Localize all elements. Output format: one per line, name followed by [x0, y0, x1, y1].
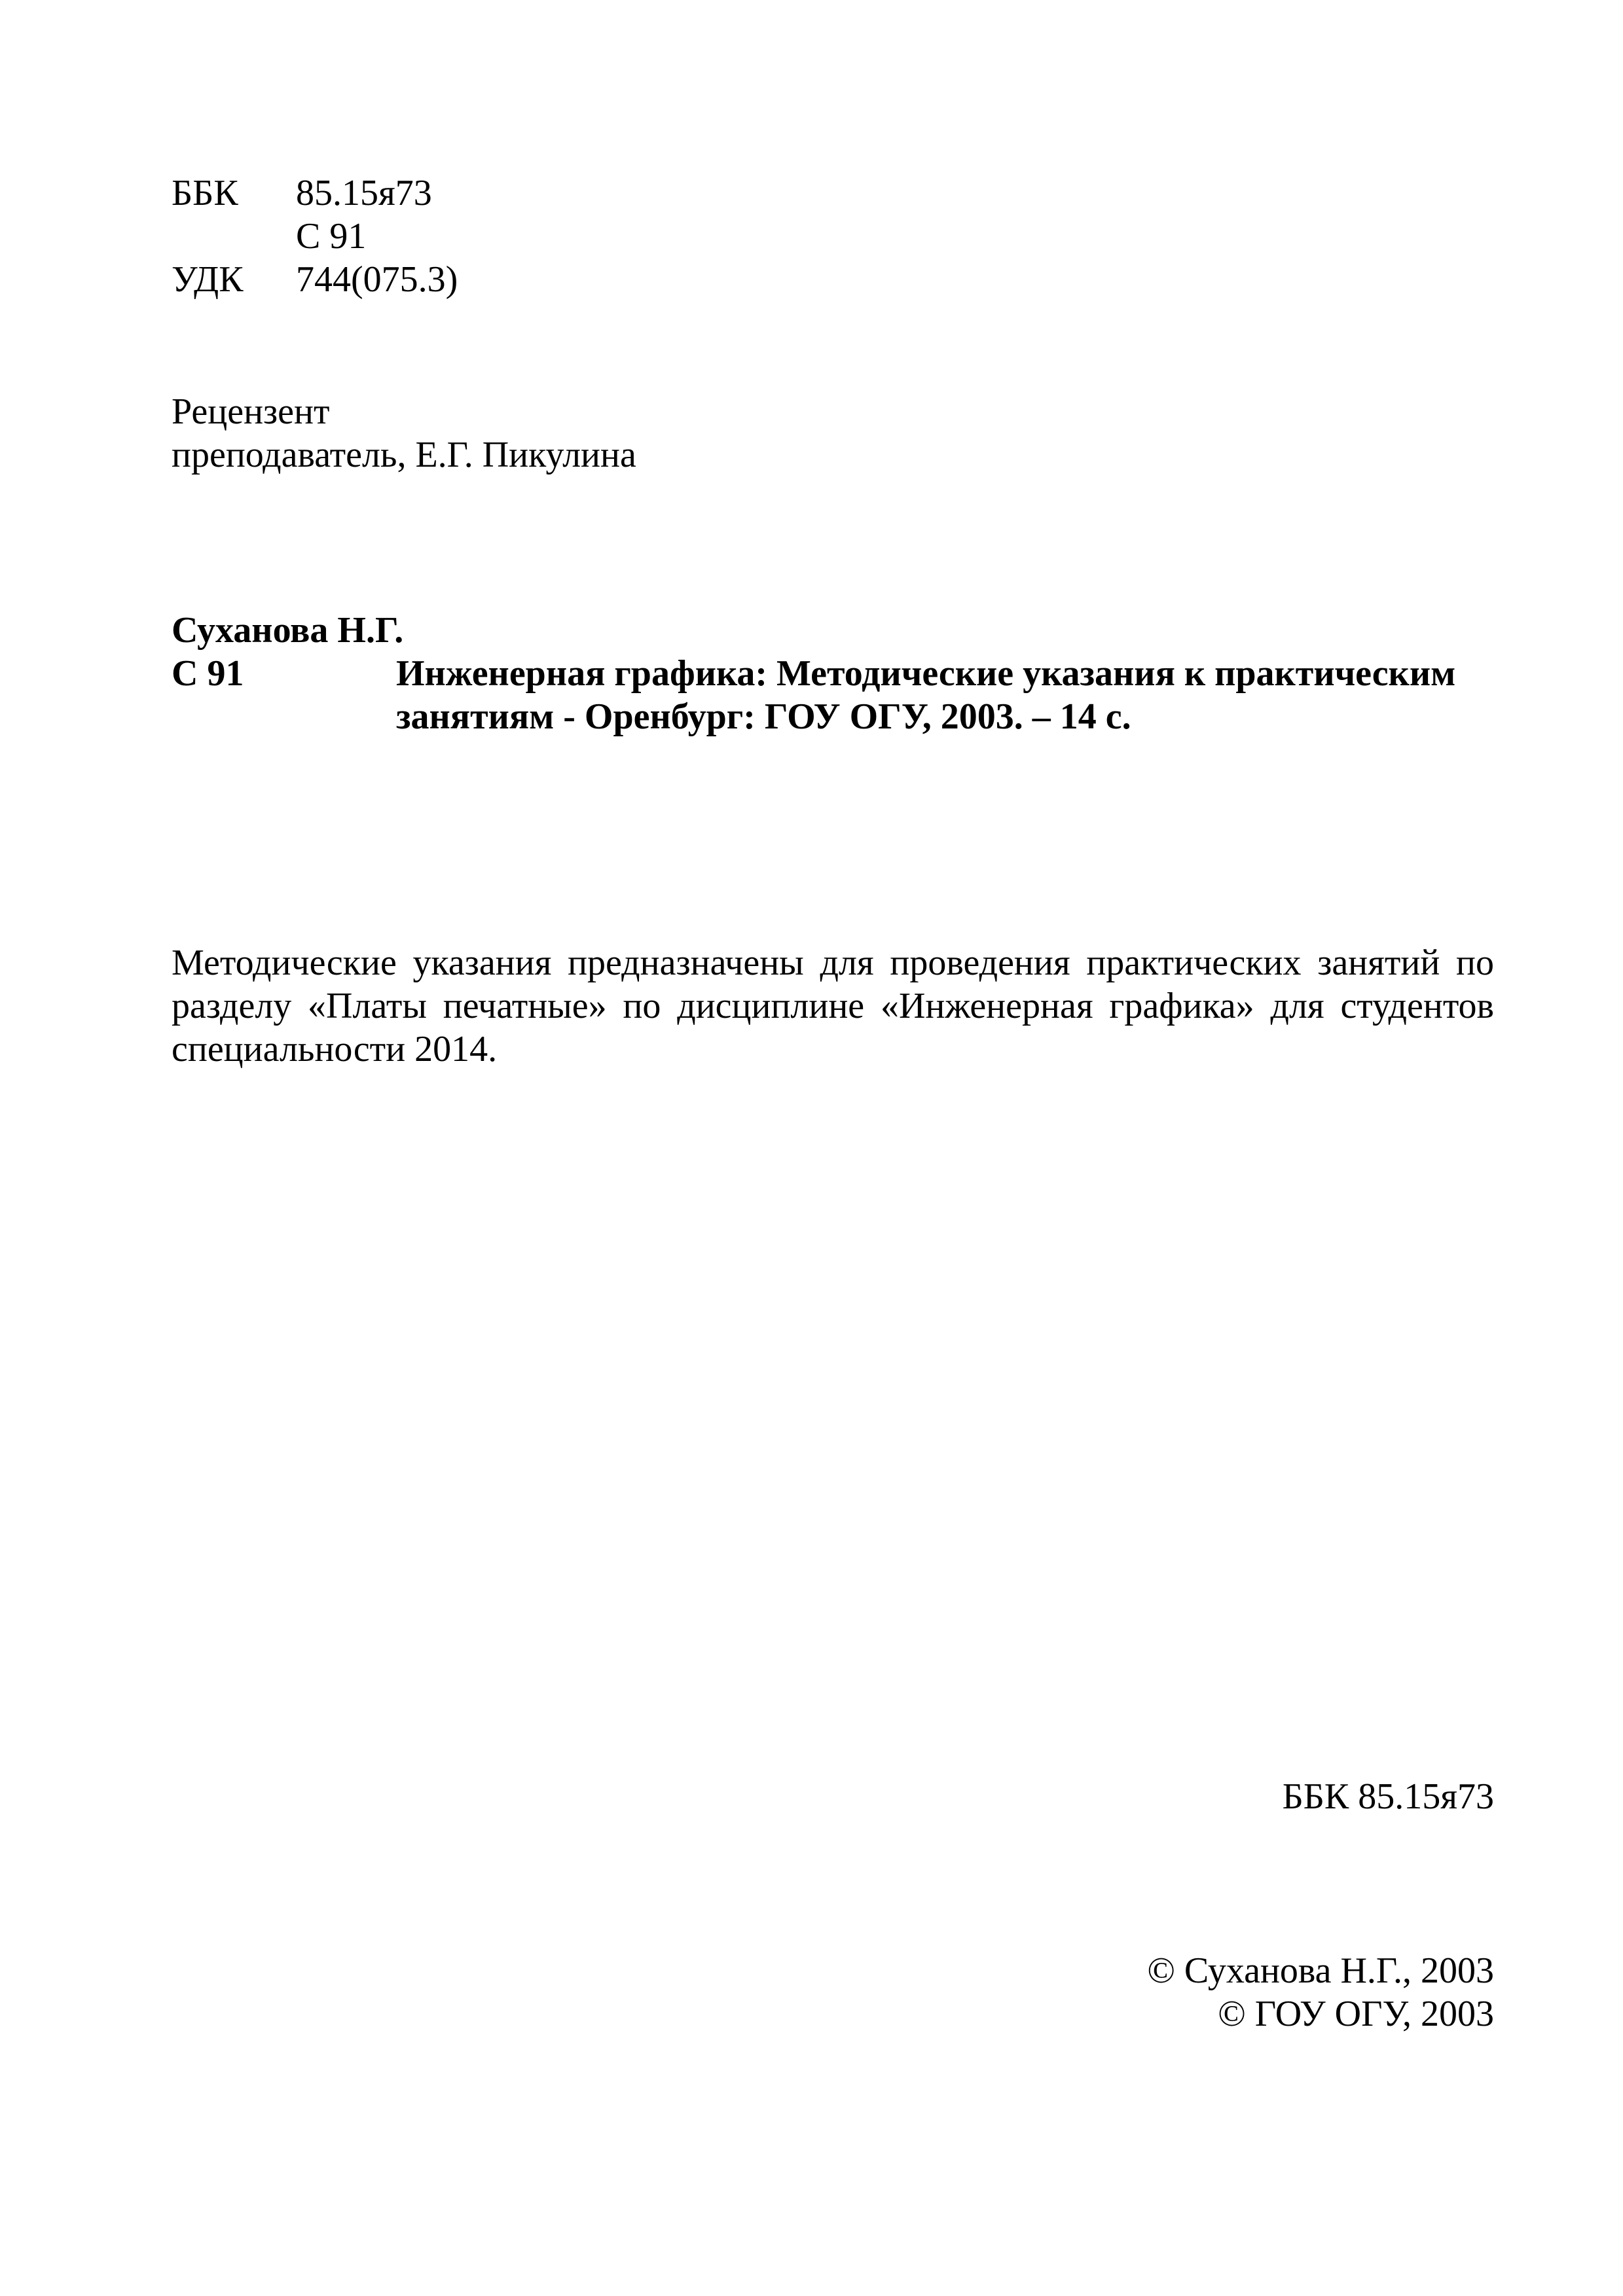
udk-value: 744(075.3) — [296, 259, 458, 300]
bib-title-line-1: Инженерная графика: Методические указания к практическим — [396, 653, 1456, 694]
bbk-value: 85.15я73 — [296, 173, 432, 213]
udk-label: УДК — [172, 259, 244, 300]
reviewer-heading: Рецензент — [172, 391, 330, 432]
reviewer-name: преподаватель, Е.Г. Пикулина — [172, 435, 636, 475]
bib-title-line-2: занятиям - Оренбург: ГОУ ОГУ, 2003. – 14 с. — [396, 696, 1131, 737]
bib-author: Суханова Н.Г. — [172, 610, 404, 651]
bbk-label: ББК — [172, 173, 238, 213]
copyright-author: © Суханова Н.Г., 2003 — [1147, 1950, 1494, 1991]
annotation-paragraph: Методические указания предназначены для проведения практических занятий по разделу «Платы печатные» по дисциплине «Инженерная графика» для студентов специальности 2014. — [172, 942, 1494, 1069]
footer-bbk: ББК 85.15я73 — [1282, 1776, 1494, 1817]
bib-mark: С 91 — [172, 653, 244, 694]
author-mark: С 91 — [296, 216, 367, 257]
copyright-organization: © ГОУ ОГУ, 2003 — [1218, 1994, 1494, 2034]
